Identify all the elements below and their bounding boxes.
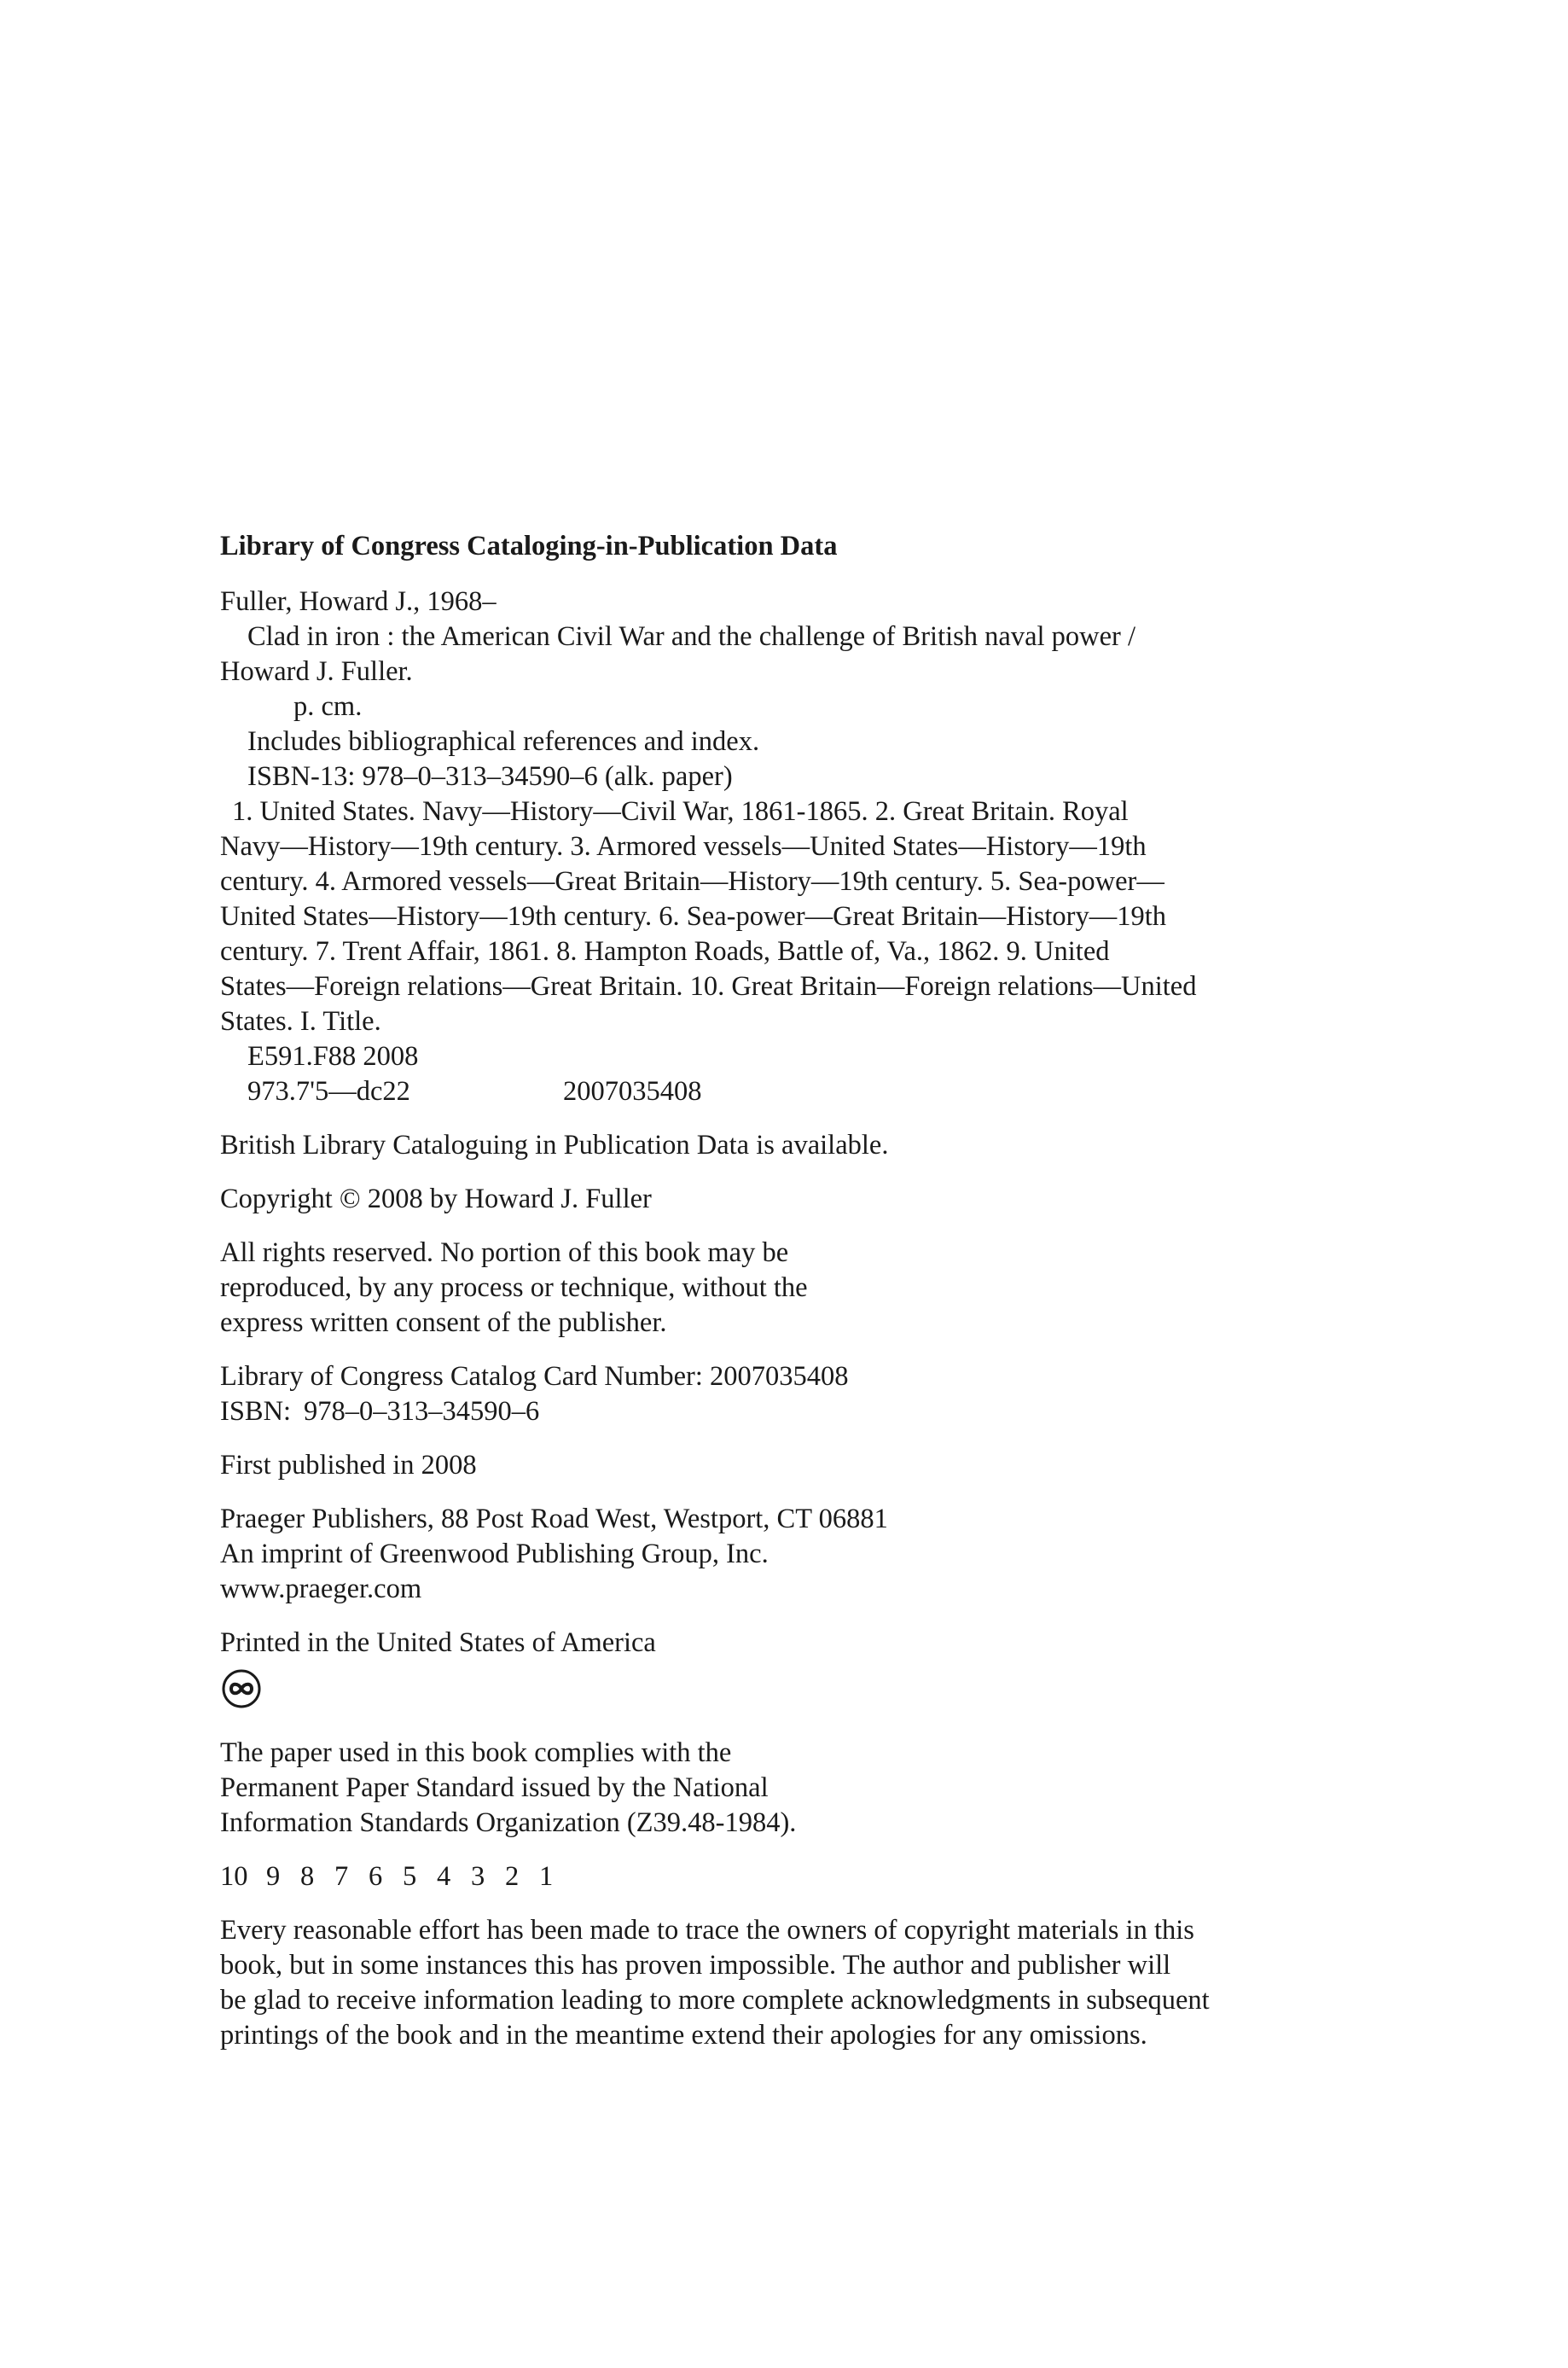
infinity-circle-icon (220, 1667, 263, 1710)
british-library-note: British Library Cataloguing in Publication Data is available. (220, 1130, 889, 1161)
disclaimer-line: printings of the book and in the meantime extend their apologies for any omissions. (220, 2020, 1147, 2051)
printing-number: 2 (505, 1861, 520, 1892)
disclaimer-line: book, but in some instances this has proven impossible. The author and publisher will (220, 1950, 1171, 1981)
printing-number: 10 (220, 1861, 248, 1892)
cip-dewey-row (220, 1074, 1372, 1109)
cip-isbn13: ISBN-13: 978–0–313–34590–6 (alk. paper) (247, 761, 733, 792)
printing-number: 9 (266, 1861, 281, 1892)
catalog-info (220, 1359, 1372, 1429)
cip-subject-line: States—Foreign relations—Great Britain. 10. Great Britain—Foreign relations—United (220, 971, 1197, 1002)
cip-pcm: p. cm. (293, 691, 363, 722)
cip-subject-line: century. 7. Trent Affair, 1861. 8. Hampton Roads, Battle of, Va., 1862. 9. United (220, 936, 1110, 967)
printing-number: 5 (403, 1861, 417, 1892)
printing-number: 8 (300, 1861, 315, 1892)
isbn-row (220, 1394, 1372, 1429)
catalog-card-number: Library of Congress Catalog Card Number: 2007035408 (220, 1361, 849, 1392)
printing-number: 6 (369, 1861, 383, 1892)
printing-number: 3 (471, 1861, 485, 1892)
rights-line: reproduced, by any process or technique, without the (220, 1272, 808, 1303)
cip-subject-line: United States—History—19th century. 6. Sea-power—Great Britain—History—19th (220, 901, 1167, 932)
printing-number: 1 (539, 1861, 554, 1892)
cip-lccn: 2007035408 (563, 1076, 702, 1107)
cip-subject-line: States. I. Title. (220, 1006, 381, 1037)
paper-statement-line: Permanent Paper Standard issued by the National (220, 1772, 769, 1803)
disclaimer (220, 1913, 1372, 2053)
cip-record (220, 585, 1372, 1109)
printing-number: 7 (334, 1861, 349, 1892)
rights-line: express written consent of the publisher. (220, 1307, 667, 1338)
copyright-page (220, 529, 1372, 2053)
printing-number: 4 (437, 1861, 451, 1892)
rights-statement (220, 1236, 1372, 1341)
rights-line: All rights reserved. No portion of this book may be (220, 1237, 789, 1268)
cip-lc-class: E591.F88 2008 (247, 1041, 419, 1072)
printing-number-line (220, 1859, 1372, 1894)
copyright-notice: Copyright © 2008 by Howard J. Fuller (220, 1184, 652, 1214)
cip-title-line: Howard J. Fuller. (220, 656, 413, 687)
cip-heading: Library of Congress Cataloging-in-Publication Data (220, 531, 838, 561)
cip-title-line: Clad in iron : the American Civil War and the challenge of British naval power / (247, 621, 1136, 652)
cip-subject-line: Navy—History—19th century. 3. Armored vessels—United States—History—19th (220, 831, 1147, 862)
isbn-value: 978–0–313–34590–6 (304, 1396, 540, 1427)
publisher-imprint: An imprint of Greenwood Publishing Group, Inc. (220, 1539, 769, 1569)
paper-statement (220, 1736, 1372, 1841)
disclaimer-line: Every reasonable effort has been made to trace the owners of copyright materials in this (220, 1915, 1194, 1946)
first-published: First published in 2008 (220, 1450, 477, 1481)
publisher-address: Praeger Publishers, 88 Post Road West, Westport, CT 06881 (220, 1504, 888, 1534)
cip-dewey: 973.7'5—dc22 (247, 1076, 410, 1107)
paper-statement-line: The paper used in this book complies with the (220, 1737, 732, 1768)
publisher-info (220, 1502, 1372, 1607)
publisher-website: www.praeger.com (220, 1574, 422, 1604)
paper-statement-line: Information Standards Organization (Z39.48-1984). (220, 1807, 797, 1838)
isbn-label: ISBN: (220, 1396, 292, 1427)
cip-biblio-note: Includes bibliographical references and index. (247, 726, 760, 757)
cip-subject-line: 1. United States. Navy—History—Civil War, 1861-1865. 2. Great Britain. Royal (232, 796, 1129, 827)
disclaimer-line: be glad to receive information leading to more complete acknowledgments in subsequent (220, 1985, 1210, 2016)
cip-author: Fuller, Howard J., 1968– (220, 586, 497, 617)
printed-in: Printed in the United States of America (220, 1627, 656, 1658)
cip-subject-line: century. 4. Armored vessels—Great Britain—History—19th century. 5. Sea-power— (220, 866, 1164, 897)
